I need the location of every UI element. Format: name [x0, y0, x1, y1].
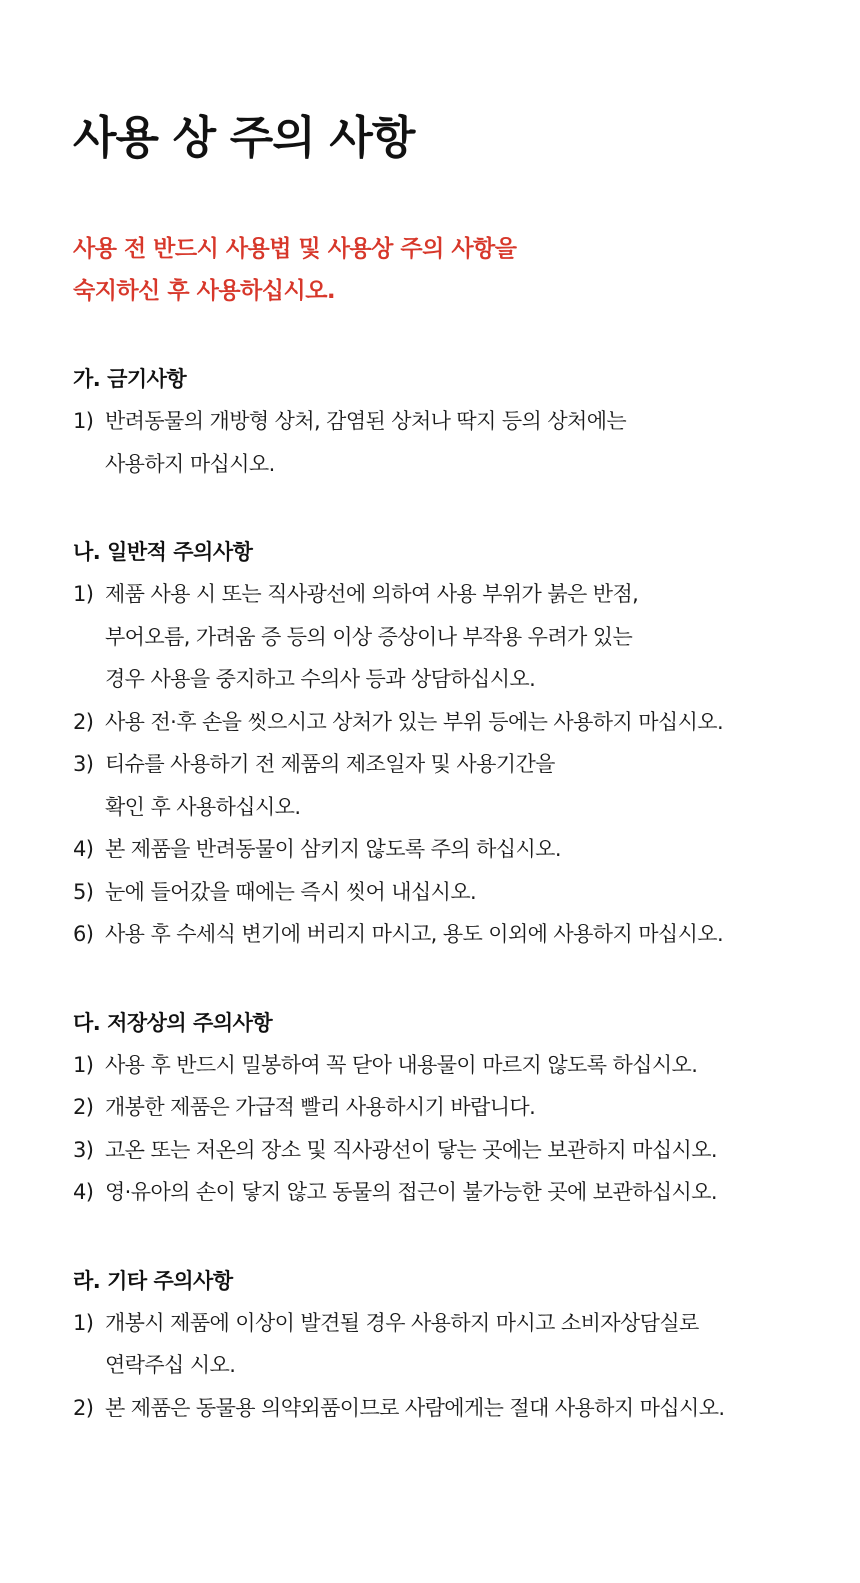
item-line: 경우 사용을 중지하고 수의사 등과 상담하십시오. — [105, 667, 536, 691]
list-item — [73, 828, 800, 871]
item-text — [105, 828, 800, 871]
section-title: 가. 금기사항 — [73, 367, 187, 391]
item-number: 1) — [73, 1052, 94, 1077]
section-title: 다. 저장상의 주의사항 — [73, 1010, 273, 1035]
item-line: 사용 후 반드시 밀봉하여 꼭 닫아 내용물이 마르지 않도록 하십시오. — [105, 1052, 698, 1077]
list-item — [73, 1086, 800, 1129]
warning-line: 숙지하신 후 사용하십시오. — [73, 278, 336, 304]
item-number: 1) — [73, 409, 94, 433]
item-line: 부어오름, 가려움 증 등의 이상 증상이나 부작용 우려가 있는 — [105, 624, 633, 649]
item-line: 본 제품을 반려동물이 삼키지 않도록 주의 하십시오. — [105, 837, 561, 861]
list-item — [73, 743, 800, 828]
item-line: 눈에 들어갔을 때에는 즉시 씻어 내십시오. — [105, 879, 477, 904]
list-item — [73, 871, 800, 914]
item-number: 6) — [73, 922, 94, 946]
list-item — [73, 1387, 800, 1430]
item-line: 영·유아의 손이 닿지 않고 동물의 접근이 불가능한 곳에 보관하십시오. — [105, 1180, 717, 1204]
item-number: 1) — [73, 1310, 94, 1335]
page-title: 사용 상 주의 사항 — [73, 111, 415, 164]
item-text — [105, 1387, 800, 1430]
warning-line: 사용 전 반드시 사용법 및 사용상 주의 사항을 — [73, 236, 517, 262]
warning-notice — [73, 228, 800, 312]
item-number: 2) — [73, 1095, 94, 1119]
item-text — [105, 913, 800, 956]
item-number: 5) — [73, 879, 94, 904]
item-number: 4) — [73, 837, 94, 861]
item-line: 티슈를 사용하기 전 제품의 제조일자 및 사용기간을 — [105, 752, 555, 776]
item-text — [105, 871, 800, 914]
list-item — [73, 1129, 800, 1172]
item-text — [105, 701, 800, 744]
list-item — [73, 1044, 800, 1087]
list-item — [73, 400, 800, 485]
item-line: 제품 사용 시 또는 직사광선에 의하여 사용 부위가 붉은 반점, — [105, 582, 639, 606]
item-text — [105, 1044, 800, 1087]
item-line: 개봉한 제품은 가급적 빨리 사용하시기 바랍니다. — [105, 1095, 536, 1119]
item-number: 2) — [73, 1395, 94, 1420]
item-number: 2) — [73, 709, 94, 734]
item-number: 3) — [73, 1137, 94, 1162]
item-line: 확인 후 사용하십시오. — [105, 794, 301, 819]
section-title: 나. 일반적 주의사항 — [73, 540, 253, 564]
section-title: 라. 기타 주의사항 — [73, 1268, 233, 1293]
list-item — [73, 701, 800, 744]
list-item — [73, 913, 800, 956]
item-line: 본 제품은 동물용 의약외품이므로 사람에게는 절대 사용하지 마십시오. — [105, 1395, 725, 1420]
item-line: 사용하지 마십시오. — [105, 451, 275, 476]
item-number: 3) — [73, 752, 94, 776]
item-text — [105, 743, 800, 828]
item-line: 사용 후 수세식 변기에 버리지 마시고, 용도 이외에 사용하지 마십시오. — [105, 922, 724, 946]
item-line: 개봉시 제품에 이상이 발견될 경우 사용하지 마시고 소비자상담실로 — [105, 1310, 699, 1335]
item-line: 반려동물의 개방형 상처, 감염된 상처나 딱지 등의 상처에는 — [105, 409, 627, 433]
section-other-precautions — [73, 1260, 800, 1430]
item-text — [105, 1086, 800, 1129]
item-text — [105, 1302, 800, 1387]
item-line: 사용 전·후 손을 씻으시고 상처가 있는 부위 등에는 사용하지 마십시오. — [105, 709, 724, 734]
item-number: 1) — [73, 582, 94, 606]
section-contraindications — [73, 358, 800, 485]
item-text — [105, 1171, 800, 1214]
section-storage-precautions — [73, 1002, 800, 1214]
item-text — [105, 1129, 800, 1172]
section-general-precautions — [73, 531, 800, 956]
item-text — [105, 400, 800, 485]
item-number: 4) — [73, 1180, 94, 1204]
list-item — [73, 1171, 800, 1214]
list-item — [73, 573, 800, 701]
list-item — [73, 1302, 800, 1387]
item-line: 연락주십 시오. — [105, 1353, 236, 1377]
item-text — [105, 573, 800, 701]
item-line: 고온 또는 저온의 장소 및 직사광선이 닿는 곳에는 보관하지 마십시오. — [105, 1137, 717, 1162]
